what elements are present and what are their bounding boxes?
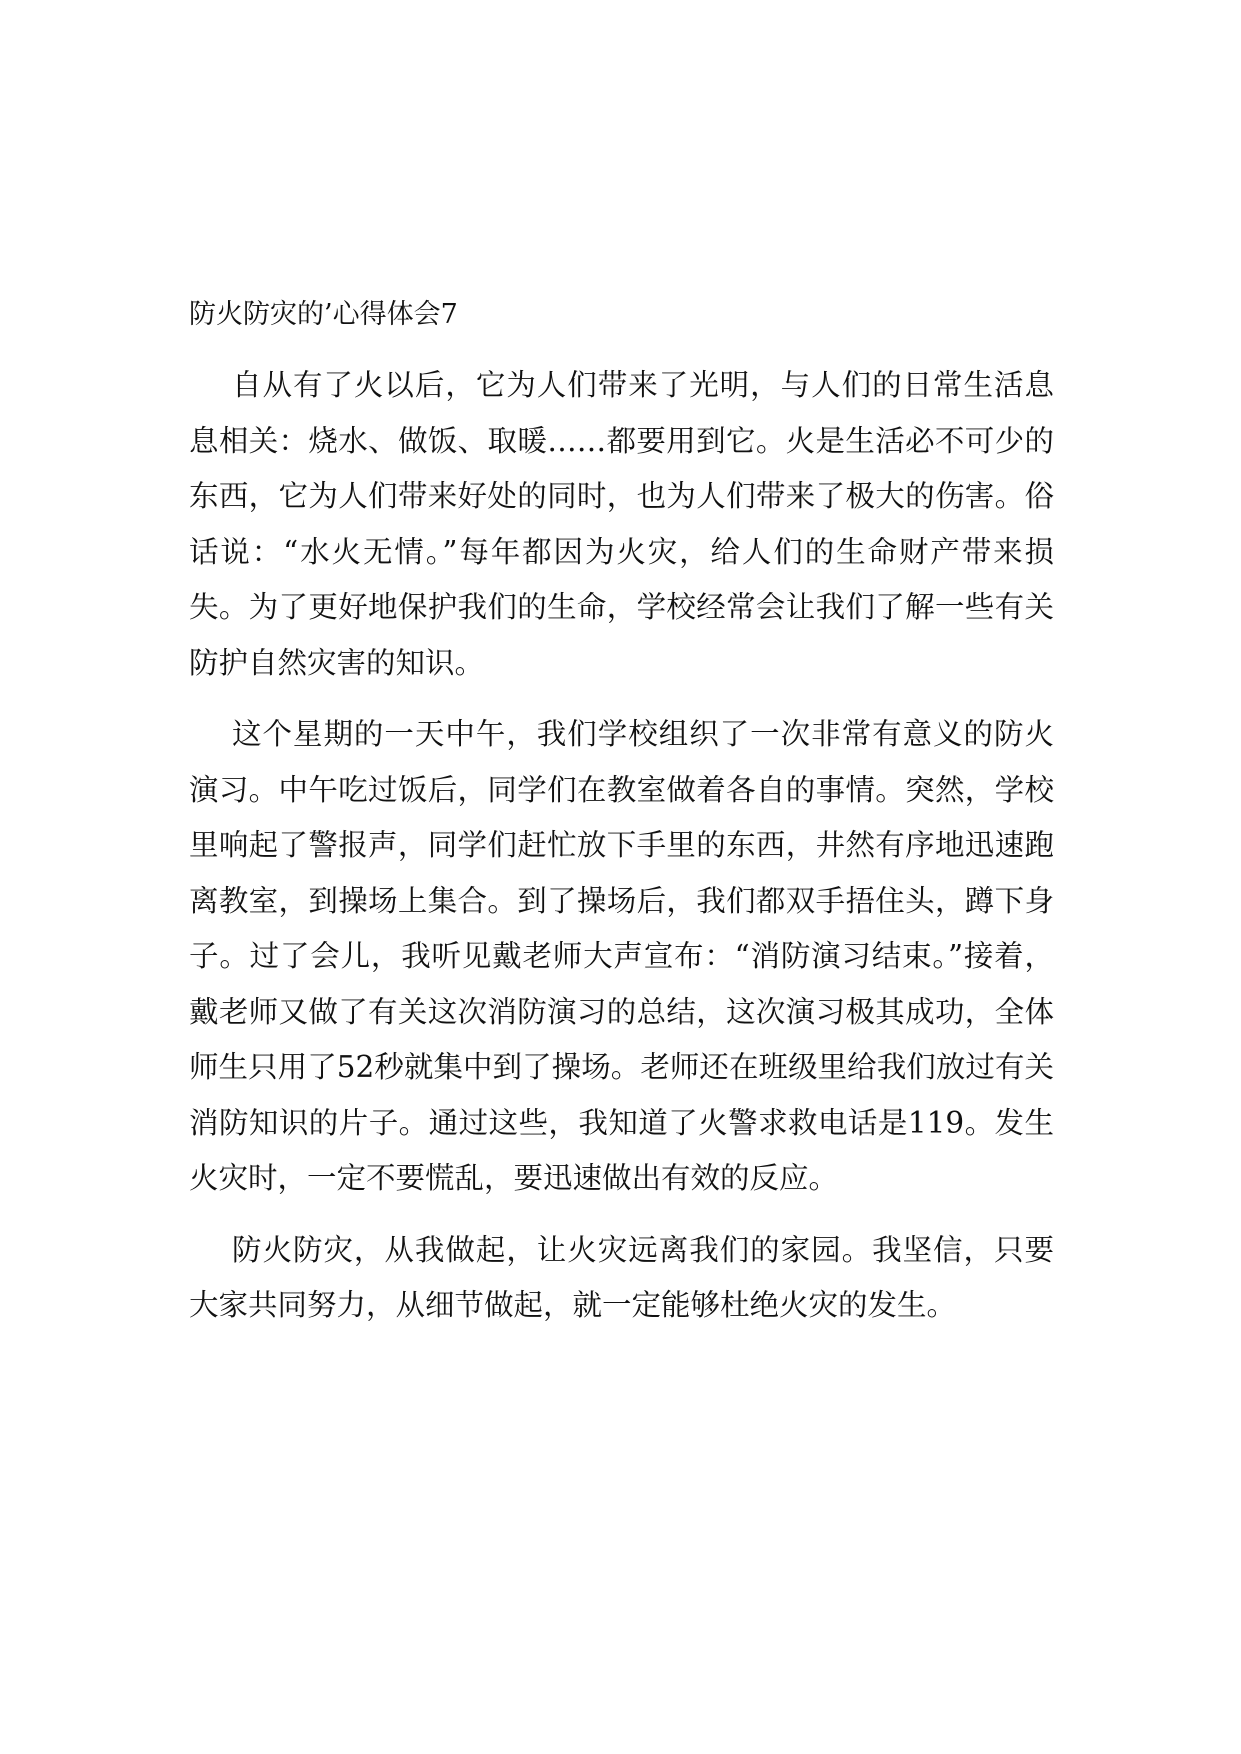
paragraph-3: 防火防灾，从我做起，让火灾远离我们的家园。我坚信，只要大家共同努力，从细节做起，就一定能够杜绝火灾的发生。	[189, 1232, 1054, 1322]
document-body	[189, 292, 1054, 1350]
document-title: 防火防灾的’心得体会7	[189, 299, 458, 330]
paragraph-2: 这个星期的一天中午，我们学校组织了一次非常有意义的防火演习。中午吃过饭后，同学们在教室做着各自的事情。突然，学校里响起了警报声，同学们赶忙放下手里的东西，井然有序地迅速跑离教室，到操场上集合。到了操场后，我们都双手捂住头，蹲下身子。过了会儿，我听见戴老师大声宣布：“消防演习结束。”接着，戴老师又做了有关这次消防演习的总结，这次演习极其成功，全体师生只用了52秒就集中到了操场。老师还在班级里给我们放过有关消防知识的片子。通过这些，我知道了火警求救电话是119。发生火灾时，一定不要慌乱，要迅速做出有效的反应。	[189, 717, 1054, 1195]
paragraph-1: 自从有了火以后，它为人们带来了光明，与人们的日常生活息息相关：烧水、做饭、取暖……都要用到它。火是生活必不可少的东西，它为人们带来好处的同时，也为人们带来了极大的伤害。俗话说：“水火无情。”每年都因为火灾，给人们的生命财产带来损失。为了更好地保护我们的生命，学校经常会让我们了解一些有关防护自然灾害的知识。	[189, 368, 1054, 680]
